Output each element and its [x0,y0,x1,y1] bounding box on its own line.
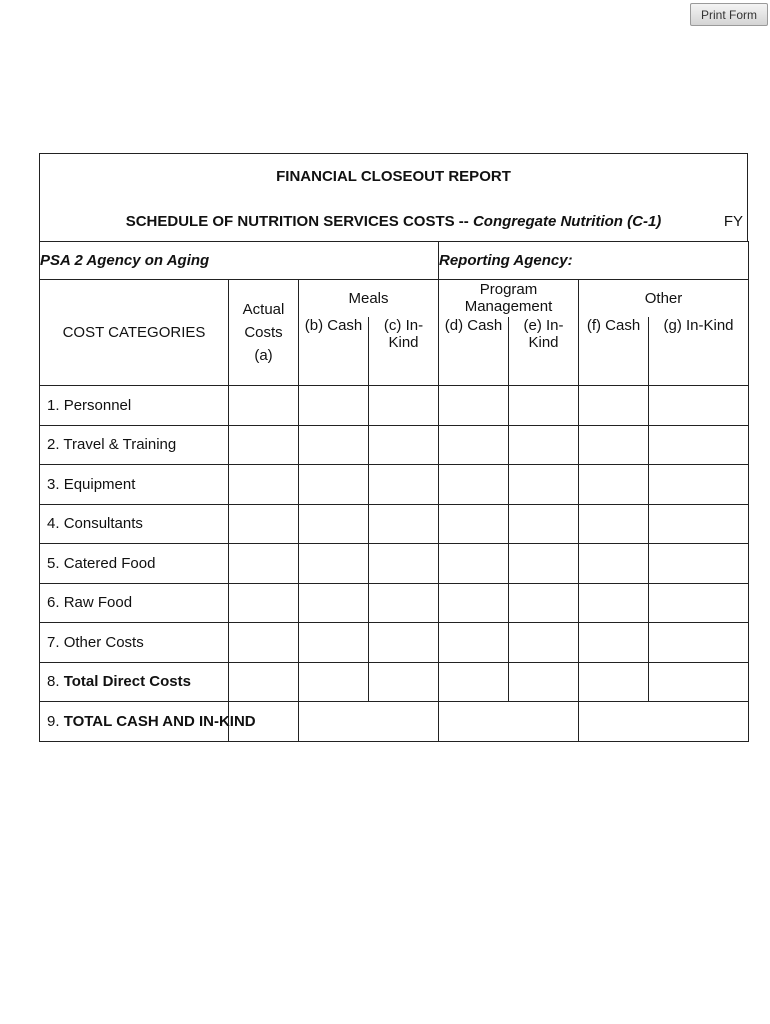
row-number: 3. [47,475,60,493]
actual-costs-header [229,280,299,386]
cell-input-f[interactable] [579,425,649,465]
cell-input-e[interactable] [509,425,579,465]
row-label: Consultants [63,515,143,533]
row-number: 4. [47,515,60,533]
row-label: Catered Food [63,554,156,572]
row-label: Personnel [63,396,132,414]
fy-label: FY [723,213,743,230]
cell-input-f[interactable] [579,623,649,663]
table-row [40,544,749,584]
program-management-group-header: Program Management [439,280,579,317]
table-row [40,425,749,465]
row-number: 1. [47,396,60,414]
cell-input-e[interactable] [509,583,579,623]
cell-input-f[interactable] [579,386,649,426]
table-row [40,465,749,505]
cell-input-b[interactable] [299,425,369,465]
subtitle-main: SCHEDULE OF NUTRITION SERVICES COSTS -- [125,213,469,230]
cell-input-c[interactable] [369,504,439,544]
cell-input-c[interactable] [369,583,439,623]
subtitle-program: Congregate Nutrition (C-1) [472,213,662,230]
row-number: 6. [47,594,60,612]
row-label: TOTAL CASH AND IN-KIND [63,712,256,730]
cell-input-b[interactable] [299,386,369,426]
cell-input-f[interactable] [579,583,649,623]
cell-input-g[interactable] [649,623,749,663]
table-row [40,504,749,544]
row-number: 8. [47,673,60,691]
cost-category-label [40,623,229,663]
cell-input-c[interactable] [369,386,439,426]
cell-input-e[interactable] [509,386,579,426]
cell-input-d[interactable] [439,583,509,623]
cell-input-b[interactable] [299,465,369,505]
cell-input-f[interactable] [579,662,649,702]
cell-input-a[interactable] [229,425,299,465]
cell-input-f[interactable] [579,465,649,505]
cost-category-label [40,662,229,702]
cell-input-d[interactable] [439,623,509,663]
cost-category-label [40,504,229,544]
cell-input-c[interactable] [369,544,439,584]
cell-input-g[interactable] [649,544,749,584]
cell-input-d[interactable] [439,465,509,505]
col-f-cash-header: (f) Cash [579,317,649,386]
row-number: 9. [47,712,60,730]
cost-category-label [40,425,229,465]
print-form-button[interactable]: Print Form [690,3,768,26]
cost-rows [40,386,749,742]
row-number: 2. [47,436,60,454]
cell-input-b[interactable] [299,583,369,623]
cost-category-label [40,702,256,742]
cell-input-b[interactable] [299,544,369,584]
reporting-agency-field[interactable] [439,242,749,280]
cell-input-e[interactable] [509,504,579,544]
total-other-input[interactable] [579,702,749,742]
cell-input-f[interactable] [579,544,649,584]
cell-input-a[interactable] [229,504,299,544]
total-meals-input[interactable] [299,702,439,742]
cell-input-c[interactable] [369,623,439,663]
cell-input-b[interactable] [299,662,369,702]
cell-input-c[interactable] [369,465,439,505]
col-c-inkind-header: (c) In-Kind [369,317,439,386]
cell-input-g[interactable] [649,662,749,702]
cell-input-d[interactable] [439,386,509,426]
report-title: FINANCIAL CLOSEOUT REPORT [276,168,511,185]
cell-input-d[interactable] [439,504,509,544]
cell-input-a[interactable] [229,544,299,584]
row-label: Other Costs [63,633,144,651]
cell-input-a[interactable] [229,623,299,663]
cell-input-d[interactable] [439,425,509,465]
report-subtitle [40,213,747,230]
row-label: Equipment [63,475,136,493]
table-row [40,583,749,623]
row-label: Total Direct Costs [63,673,191,691]
table-row [40,662,749,702]
row-number: 7. [47,633,60,651]
cell-input-a[interactable] [229,662,299,702]
cell-input-a[interactable] [229,465,299,505]
cell-input-a[interactable] [229,583,299,623]
meals-group-header: Meals [299,280,439,317]
cell-input-e[interactable] [509,544,579,584]
cell-input-f[interactable] [579,504,649,544]
actual-line1: Actual [242,301,285,318]
cell-input-c[interactable] [369,662,439,702]
cost-category-label [40,465,229,505]
table-row [40,386,749,426]
col-b-cash-header: (b) Cash [299,317,369,386]
col-g-inkind-header: (g) In-Kind [649,317,749,386]
table-row [40,623,749,663]
psa-agency-label: PSA 2 Agency on Aging [40,242,439,280]
cell-input-g[interactable] [649,504,749,544]
other-group-header: Other [579,280,749,317]
table-row [40,702,749,742]
report-header [39,153,748,241]
actual-line2: Costs [244,324,283,341]
cell-input-c[interactable] [369,425,439,465]
cell-input-b[interactable] [299,623,369,663]
cell-input-d[interactable] [439,662,509,702]
cell-input-g[interactable] [649,386,749,426]
cost-category-label [40,386,229,426]
total-program-input[interactable] [439,702,579,742]
cell-input-g[interactable] [649,465,749,505]
cell-input-e[interactable] [509,662,579,702]
cell-input-g[interactable] [649,425,749,465]
actual-line3: (a) [254,347,273,364]
cost-categories-header: COST CATEGORIES [40,280,229,386]
row-label: Travel & Training [63,436,177,454]
cost-category-label [40,583,229,623]
cost-schedule-table [39,241,749,742]
cell-input-b[interactable] [299,504,369,544]
reporting-agency-label: Reporting Agency: [439,252,573,269]
row-number: 5. [47,554,60,572]
col-d-cash-header: (d) Cash [439,317,509,386]
cost-category-label [40,544,229,584]
cell-input-d[interactable] [439,544,509,584]
cell-input-e[interactable] [509,465,579,505]
row-label: Raw Food [63,594,133,612]
cell-input-a[interactable] [229,386,299,426]
cell-input-g[interactable] [649,583,749,623]
col-e-inkind-header: (e) In-Kind [509,317,579,386]
cell-input-e[interactable] [509,623,579,663]
